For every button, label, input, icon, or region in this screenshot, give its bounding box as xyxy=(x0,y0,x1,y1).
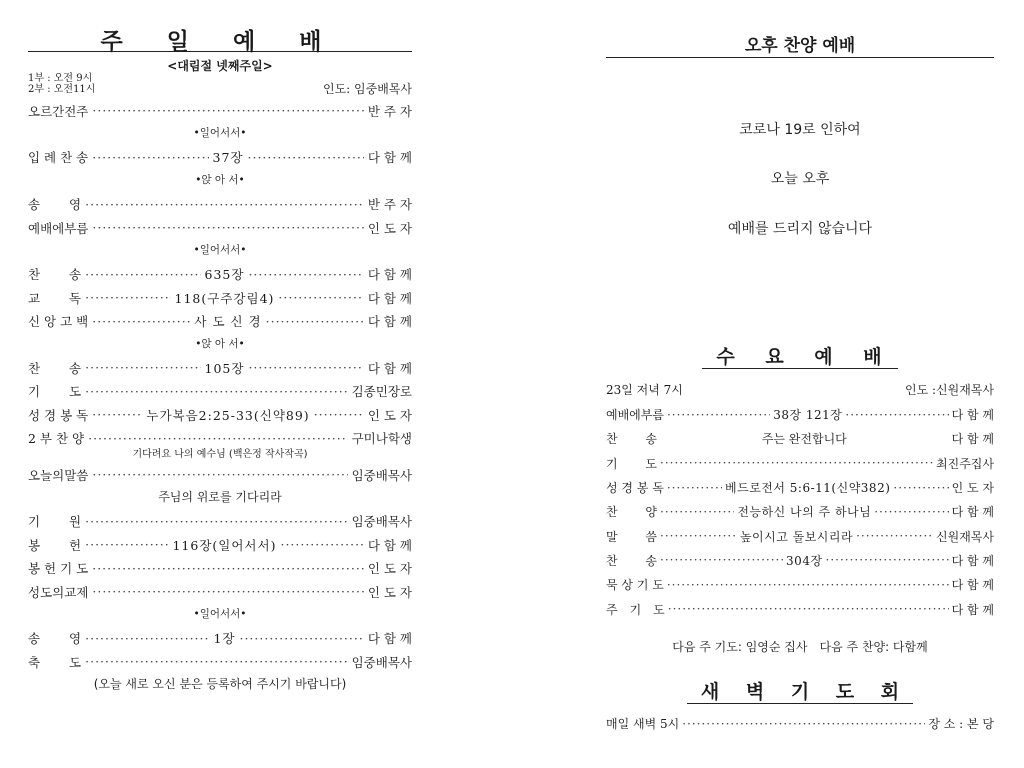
order-label: 봉 헌 xyxy=(28,537,82,553)
dawn-prayer-row xyxy=(606,712,994,735)
order-detail: 105장 xyxy=(204,360,245,376)
leader-dots xyxy=(660,505,734,519)
order-label: 기 도 xyxy=(606,456,657,471)
leader-dots xyxy=(667,578,949,592)
service-2-time: 2부 : 오전11시 xyxy=(28,84,96,95)
order-of-worship-list xyxy=(28,99,412,697)
leader-dots xyxy=(278,290,363,305)
order-label: 입 례 찬 송 xyxy=(28,150,89,166)
centered-text: (오늘 새로 오신 분은 등록하여 주시기 바랍니다) xyxy=(93,677,347,692)
leader-dots xyxy=(92,584,363,599)
order-detail: 38장 121장 xyxy=(773,408,843,423)
posture-cue: •앉 아 서• xyxy=(195,337,245,350)
afternoon-worship-title: 오후 찬양 예배 xyxy=(606,0,994,58)
advent-subtitle: <대림절 넷째주일> xyxy=(167,59,273,73)
sunday-worship-section xyxy=(28,0,412,697)
order-label: 찬 송 xyxy=(606,553,657,568)
worship-order-row xyxy=(28,403,412,426)
centered-text: 주님의 위로를 기다리라 xyxy=(158,490,282,505)
order-person: 다 함 께 xyxy=(951,578,994,593)
leader-dots xyxy=(248,360,363,375)
wednesday-order-row xyxy=(606,427,994,450)
order-detail: 누가복음2:25-33(신약89) xyxy=(146,407,310,423)
order-person: 다 함 께 xyxy=(951,408,994,423)
order-label: 묵 상 기 도 xyxy=(606,578,664,593)
order-label: 2 부 찬 양 xyxy=(28,431,85,447)
order-person: 다 함 께 xyxy=(951,432,994,447)
dawn-prayer-place: 장 소 : 본 당 xyxy=(928,717,994,732)
order-person: 인 도 자 xyxy=(367,220,412,236)
order-label: 찬 양 xyxy=(606,505,657,520)
worship-order-row xyxy=(28,627,412,650)
leader-dots xyxy=(85,537,168,552)
leader-dots xyxy=(92,467,347,482)
leader-dots xyxy=(660,529,737,543)
order-person: 다 함 께 xyxy=(951,505,994,520)
next-week-info: 다음 주 기도: 임영순 집사 다음 주 찬양: 다함께 xyxy=(672,640,928,654)
wednesday-leader: 인도 :신원재목사 xyxy=(904,383,994,398)
wednesday-worship-title: 수 요 예 배 xyxy=(606,342,994,369)
worship-order-row xyxy=(28,463,412,486)
order-person: 반 주 자 xyxy=(367,103,412,119)
leader-dots xyxy=(85,654,347,669)
sunday-leader: 인도: 임중배목사 xyxy=(322,82,412,96)
order-label: 성 경 봉 독 xyxy=(28,407,89,423)
order-label: 찬 송 xyxy=(606,432,657,447)
order-detail: 주는 완전합니다 xyxy=(761,432,847,447)
order-detail: 304장 xyxy=(786,553,823,568)
dawn-prayer-title: 새 벽 기 도 회 xyxy=(606,677,994,704)
order-person: 반 주 자 xyxy=(367,197,412,213)
order-person: 임중배목사 xyxy=(351,654,412,670)
order-person: 다 함 께 xyxy=(367,537,412,553)
order-person: 구미나학생 xyxy=(351,431,412,447)
order-label: 신 앙 고 백 xyxy=(28,314,89,330)
wednesday-order-row xyxy=(606,452,994,475)
order-person: 인 도 자 xyxy=(367,584,412,600)
worship-order-row xyxy=(28,356,412,379)
worship-order-row xyxy=(28,216,412,239)
leader-dots xyxy=(682,717,925,731)
worship-order-row xyxy=(28,380,412,403)
order-person: 김종민장로 xyxy=(351,384,412,400)
order-label: 말 씀 xyxy=(606,529,657,544)
order-label: 기 원 xyxy=(28,514,82,530)
leader-dots xyxy=(667,408,770,422)
order-label: 성도의교제 xyxy=(28,584,89,600)
wednesday-order-row xyxy=(606,403,994,426)
order-person: 인 도 자 xyxy=(367,407,413,423)
order-label: 예배에부름 xyxy=(606,408,664,423)
leader-dots xyxy=(92,407,142,422)
leader-dots xyxy=(660,456,933,470)
notice-line-3: 예배를 드리지 않습니다 xyxy=(727,221,873,237)
order-person: 다 함 께 xyxy=(367,290,412,306)
leader-dots xyxy=(239,631,363,646)
leader-dots xyxy=(660,553,783,567)
posture-cue: •일어서서• xyxy=(193,127,247,140)
order-detail: 사 도 신 경 xyxy=(194,314,262,330)
leader-dots xyxy=(85,290,170,305)
leader-dots xyxy=(92,150,208,165)
leader-dots xyxy=(856,529,933,543)
leader-dots xyxy=(248,267,363,282)
order-label: 송 영 xyxy=(28,197,82,213)
order-detail: 116장(일어서서) xyxy=(172,537,277,553)
leader-dots xyxy=(668,602,949,616)
notice-line-1: 코로나 19로 인하여 xyxy=(739,122,861,138)
worship-order-row xyxy=(28,556,412,579)
leader-dots xyxy=(88,431,348,446)
order-person: 신원재목사 xyxy=(936,529,994,544)
wednesday-order-row xyxy=(606,597,994,620)
order-detail: 1장 xyxy=(213,631,236,647)
wednesday-order-row xyxy=(606,525,994,548)
worship-order-row xyxy=(28,263,412,286)
order-person: 다 함 께 xyxy=(367,631,412,647)
posture-cue: •일어서서• xyxy=(193,244,247,257)
worship-order-row xyxy=(28,193,412,216)
order-detail: 635장 xyxy=(204,267,245,283)
leader-dots xyxy=(826,553,949,567)
order-person: 다 함 께 xyxy=(367,314,412,330)
order-person: 인 도 자 xyxy=(951,481,994,496)
worship-order-row xyxy=(28,510,412,533)
notice-line-2: 오늘 오후 xyxy=(770,171,830,187)
order-person: 인 도 자 xyxy=(367,561,412,577)
leader-dots xyxy=(667,481,722,495)
worship-order-row xyxy=(28,650,412,673)
order-label: 찬 송 xyxy=(28,360,82,376)
order-person: 다 함 께 xyxy=(951,553,994,568)
leader-dots xyxy=(85,514,347,529)
leader-dots xyxy=(893,481,948,495)
leader-dots xyxy=(874,505,948,519)
leader-dots xyxy=(248,150,364,165)
order-person: 다 함 께 xyxy=(951,602,994,617)
worship-order-row xyxy=(28,99,412,122)
order-person: 다 함 께 xyxy=(367,360,412,376)
leader-dots xyxy=(85,197,364,212)
order-detail: 37장 xyxy=(212,150,244,166)
wednesday-time: 23일 저녁 7시 xyxy=(606,383,683,398)
leader-dots xyxy=(85,267,200,282)
wednesday-order-row xyxy=(606,476,994,499)
order-detail: 전능하신 나의 주 하나님 xyxy=(737,505,872,520)
leader-dots xyxy=(92,561,364,576)
order-label: 봉 헌 기 도 xyxy=(28,561,89,577)
order-label: 성 경 봉 독 xyxy=(606,481,664,496)
leader-dots xyxy=(85,384,347,399)
worship-order-row xyxy=(28,286,412,309)
order-label: 교 독 xyxy=(28,290,82,306)
dawn-prayer-time: 매일 새벽 5시 xyxy=(606,717,680,732)
worship-order-row xyxy=(28,310,412,333)
wednesday-order-row xyxy=(606,500,994,523)
order-person: 다 함 께 xyxy=(367,150,412,166)
order-detail: 높이시고 돌보시리라 xyxy=(739,529,854,544)
service-times xyxy=(28,73,412,95)
order-person: 임중배목사 xyxy=(351,467,412,483)
wednesday-order-row xyxy=(606,549,994,572)
leader-dots xyxy=(314,407,364,422)
order-label: 예배에부름 xyxy=(28,220,89,236)
order-label: 오늘의말씀 xyxy=(28,467,89,483)
order-label: 축 도 xyxy=(28,654,82,670)
afternoon-section xyxy=(606,0,994,768)
order-label: 송 영 xyxy=(28,631,82,647)
leader-dots xyxy=(92,314,190,329)
leader-dots xyxy=(845,408,948,422)
leader-dots xyxy=(85,631,209,646)
service-1-time: 1부 : 오전 9시 xyxy=(28,73,93,84)
leader-dots xyxy=(92,220,363,235)
leader-dots xyxy=(92,103,363,118)
order-label: 기 도 xyxy=(28,384,82,400)
wednesday-order-row xyxy=(606,573,994,596)
worship-order-row xyxy=(28,533,412,556)
wednesday-info xyxy=(606,378,994,401)
leader-dots xyxy=(280,537,363,552)
leader-dots xyxy=(85,360,200,375)
leader-dots xyxy=(266,314,364,329)
posture-cue: •앉 아 서• xyxy=(195,174,245,187)
order-person: 다 함 께 xyxy=(367,267,412,283)
order-detail: 베드로전서 5:6-11(신약382) xyxy=(725,481,891,496)
order-person: 임중배목사 xyxy=(351,514,412,530)
order-detail: 118(구주강림4) xyxy=(174,290,275,306)
worship-order-row xyxy=(28,146,412,169)
order-label: 오르간전주 xyxy=(28,103,89,119)
song-credit-note: 기다려요 나의 예수님 (백은정 작사작곡) xyxy=(132,448,308,460)
sunday-worship-title: 주 일 예 배 xyxy=(28,0,412,52)
worship-order-row xyxy=(28,580,412,603)
posture-cue: •일어서서• xyxy=(193,608,247,621)
order-person: 최진주집사 xyxy=(936,456,994,471)
order-label: 주 기 도 xyxy=(606,602,665,617)
order-label: 찬 송 xyxy=(28,267,82,283)
